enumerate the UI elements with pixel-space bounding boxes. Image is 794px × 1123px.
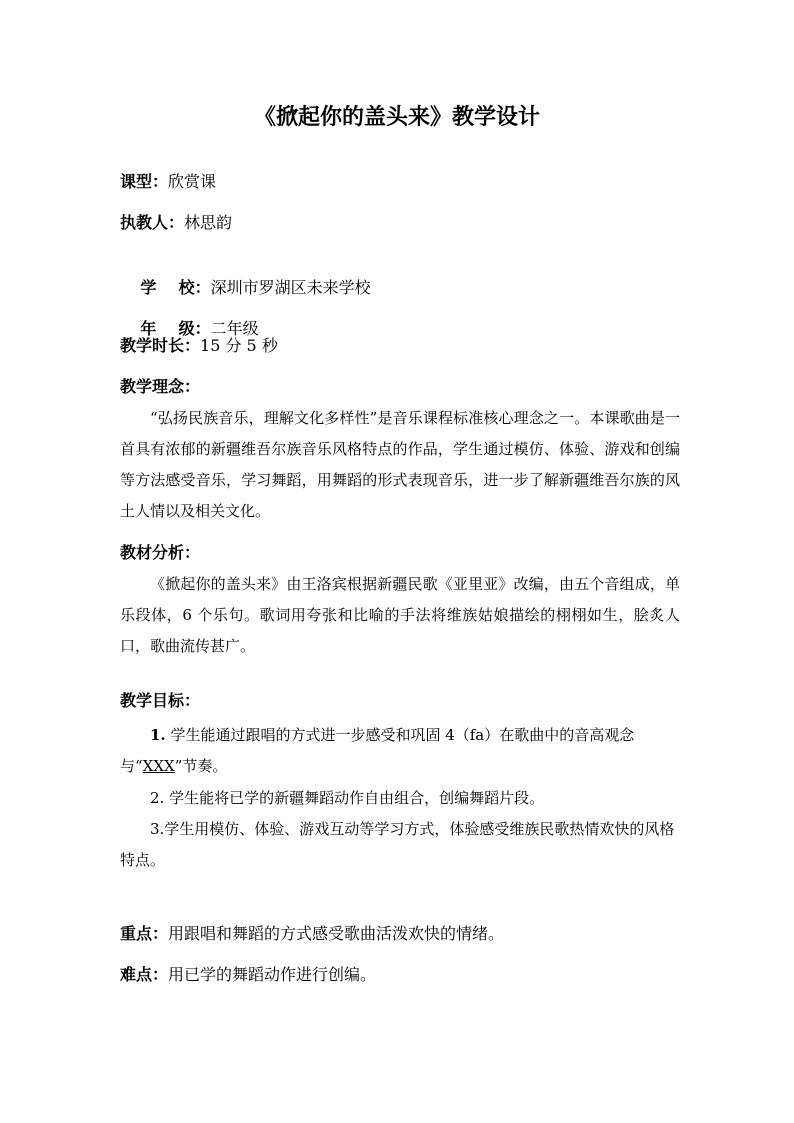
key-point-value: 用跟唱和舞蹈的方式感受歌曲活泼欢快的情绪。 [168,924,505,943]
teacher-field [120,211,232,235]
document-title: 《掀起你的盖头来》教学设计 [253,104,540,130]
difficulty-value: 用已学的舞蹈动作进行创编。 [168,965,377,984]
analysis-heading: 教材分析： [120,543,201,562]
lesson-type-value: 欣赏课 [168,172,217,191]
lesson-type-label: 课型： [120,172,169,191]
objective-item-1 [120,720,680,782]
school-label: 学 校： [140,278,211,297]
grade-label: 年 级： [140,319,211,338]
duration-field [120,334,278,358]
lesson-type-field [120,170,216,194]
difficulty-label: 难点： [120,965,169,984]
teacher-value: 林思韵 [184,213,233,232]
objective-1-text-b: ”节奏。 [174,757,228,775]
duration-label: 教学时长： [120,336,201,355]
objective-item-3: 3.学生用模仿、体验、游戏互动等学习方式，体验感受维族民歌热情欢快的风格特点。 [120,820,675,869]
key-point-field [120,922,504,946]
duration-value: 15 分 5 秒 [200,336,278,355]
objective-1-text-a: 学生能通过跟唱的方式进一步感受和巩固 4（fa）在歌曲中的音高观念与“ [120,726,635,775]
difficulty-field [120,963,376,987]
objectives-heading: 教学目标： [120,691,201,710]
key-point-label: 重点： [120,924,169,943]
school-value: 深圳市罗湖区未来学校 [210,278,371,297]
objective-1-number: 1. [150,726,166,744]
rhythm-notation: XXX [142,757,175,775]
grade-value: 二年级 [210,319,259,338]
analysis-paragraph: 《掀起你的盖头来》由王洛宾根据新疆民歌《亚里亚》改编，由五个音组成，单乐段体，6 个乐句。歌词用夸张和比喻的手法将维族姑娘描绘的栩栩如生，脍炙人口，歌曲流传甚广。 [120,575,680,655]
philosophy-paragraph: “弘扬民族音乐，理解文化多样性”是音乐课程标准核心理念之一。本课歌曲是一首具有浓郁的新疆维吾尔族音乐风格特点的作品，学生通过模仿、体验、游戏和创编等方法感受音乐，学习舞蹈，用舞蹈的形式表现音乐，进一步了解新疆维吾尔族的风土人情以及相关文化。 [120,409,680,520]
teacher-label: 执教人： [120,213,185,232]
objective-item-2: 2. 学生能将已学的新疆舞蹈动作自由组合，创编舞蹈片段。 [150,789,545,807]
philosophy-heading: 教学理念： [120,377,201,396]
